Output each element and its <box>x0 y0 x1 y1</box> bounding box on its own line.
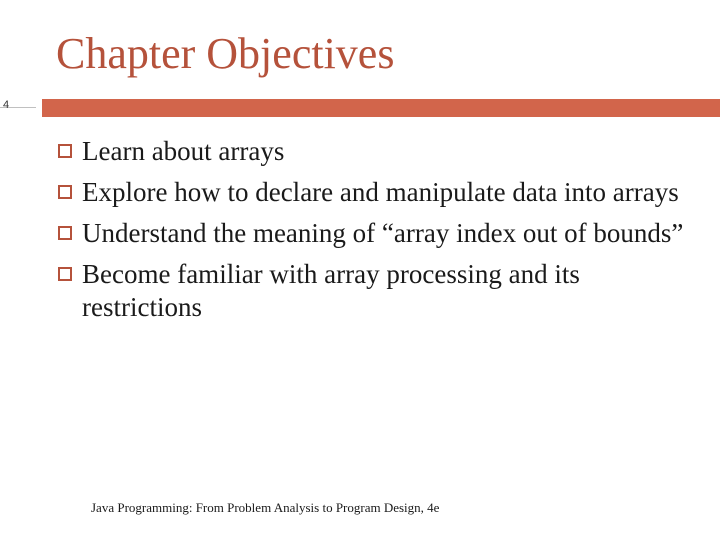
square-bullet-icon <box>58 144 72 158</box>
bullet-text: Become familiar with array processing and its restrictions <box>82 259 580 322</box>
slide-title: Chapter Objectives <box>56 29 395 78</box>
accent-bar <box>42 99 720 117</box>
list-item <box>0 176 720 209</box>
slide-footer: Java Programming: From Problem Analysis to Program Design, 4e <box>91 500 440 515</box>
square-bullet-icon <box>58 226 72 240</box>
square-bullet-icon <box>58 185 72 199</box>
square-bullet-icon <box>58 267 72 281</box>
list-item <box>0 258 720 324</box>
list-item <box>0 217 720 250</box>
bullet-text: Learn about arrays <box>82 136 285 166</box>
slide-number: 4 <box>3 99 10 111</box>
list-item <box>0 135 720 168</box>
objectives-list <box>0 135 720 332</box>
title-divider <box>0 99 720 117</box>
bullet-text: Explore how to declare and manipulate data into arrays <box>82 177 679 207</box>
bullet-text: Understand the meaning of “array index out of bounds” <box>82 218 684 248</box>
